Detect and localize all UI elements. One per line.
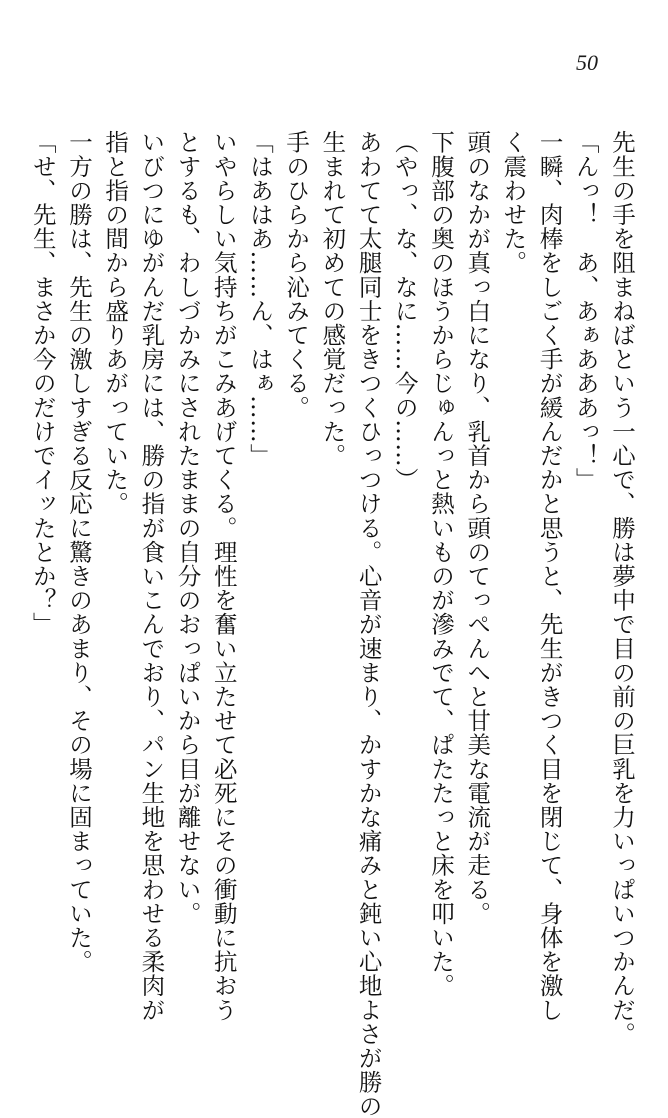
text-line: 先生の手を阻まねばという一心で、勝は夢中で目の前の巨乳を力いっぱいつかんだ。: [608, 130, 636, 1046]
text-line: とするも、わしづかみにされたままの自分のおっぱいから目が離せない。: [173, 130, 202, 926]
text-line: 生まれて初めての感覚だった。: [318, 130, 347, 468]
page-number: 50: [576, 50, 598, 75]
text-line: いやらしい気持ちがこみあげてくる。理性を奮い立たせて必死にその衝動に抗おう: [209, 130, 238, 1022]
text-line: 一方の勝は、先生の激しすぎる反応に驚きのあまり、その場に固まっていた。: [64, 130, 93, 974]
text-line: 頭のなかが真っ白になり、乳首から頭のてっぺんへと甘美な電流が走る。: [463, 130, 492, 926]
text-line: 一瞬、肉棒をしごく手が緩んだかと思うと、先生がきつく目を閉じて、身体を激し: [535, 130, 564, 1022]
text-line: 「はあはあ……ん、はぁ……」: [245, 130, 274, 468]
text-line: （やっ、な、なに……今の……）: [390, 130, 419, 492]
text-line: 「せ、先生、まさか今のだけでイッたとか？」: [28, 130, 57, 637]
novel-text-body: [20, 130, 640, 1118]
text-line: 手のひらから沁みてくる。: [282, 130, 311, 420]
text-line: あわてて太腿同士をきつくひっつける。心音が速まり、かすかな痛みと鈍い心地よさが勝の: [354, 130, 383, 1118]
text-line: く震わせた。: [499, 130, 528, 275]
text-line: 下腹部の奥のほうからじゅんっと熱いものが滲みでて、ぱたたっと床を叩いた。: [426, 130, 455, 998]
text-line: 「んっ！ あ、あぁあああっ！」: [571, 130, 600, 492]
text-line: 指と指の間から盛りあがっていた。: [101, 130, 130, 516]
text-line: いびつにゆがんだ乳房には、勝の指が食いこんでおり、パン生地を思わせる柔肉が: [137, 130, 166, 1022]
